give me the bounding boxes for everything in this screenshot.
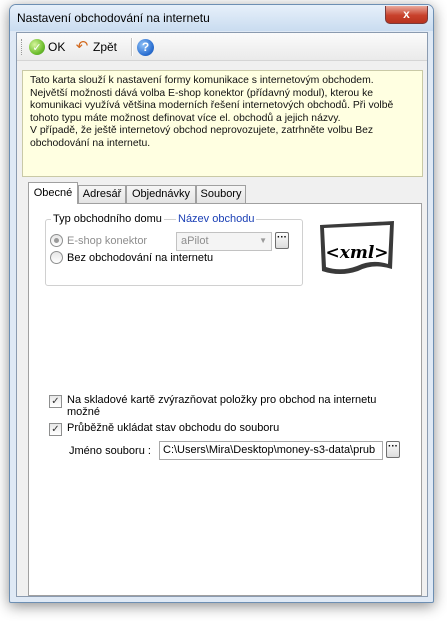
chevron-down-icon: ▼	[259, 236, 267, 245]
toolbar	[17, 33, 427, 61]
back-button-label: Zpět	[93, 40, 118, 54]
radio-none-indicator[interactable]	[50, 251, 63, 264]
info-line: komunikaci využívá většina moderních řešení internetových obchodů. Při volbě	[30, 100, 394, 112]
radio-none-label: Bez obchodování na internetu	[67, 251, 214, 264]
shop-name-browse-button[interactable]: ···	[275, 232, 289, 249]
info-line: V případě, že ještě internetový obchod neprovozujete, zatrhněte volbu Bez	[30, 125, 374, 137]
help-button[interactable]	[137, 37, 154, 57]
back-arrow-icon: ↶	[75, 38, 89, 55]
shop-name-value: aPilot	[181, 235, 209, 247]
info-line: Největší možnosti dává volba E-shop konektor (přídavný modul), kterou ke	[30, 87, 374, 99]
radio-eshop-label: E-shop konektor	[67, 234, 148, 247]
logo-text: <xml>	[325, 243, 389, 263]
file-name-label: Jméno souboru :	[69, 445, 151, 457]
file-browse-button[interactable]: ···	[386, 441, 400, 458]
tab-panel-general	[28, 203, 422, 596]
dialog-window	[9, 4, 434, 603]
check-highlight-items[interactable]	[49, 394, 379, 418]
info-line: Tato karta slouží k nastavení formy komunikace s internetovým obchodem.	[30, 75, 374, 86]
shop-name-select[interactable]	[176, 232, 272, 251]
tab-objednavky[interactable]: Objednávky	[126, 185, 196, 203]
ok-check-icon: ✓	[29, 39, 45, 55]
toolbar-separator	[131, 38, 132, 56]
checkbox-save-state[interactable]: ✓	[49, 423, 62, 436]
file-name-field[interactable]: C:\Users\Mira\Desktop\money-s3-data\prub	[159, 441, 383, 460]
window-title: Nastavení obchodování na internetu	[17, 11, 210, 25]
help-icon: ?	[137, 39, 154, 56]
info-panel	[22, 70, 423, 177]
ok-button-label: OK	[48, 40, 66, 54]
checkbox-highlight-items[interactable]: ✓	[49, 395, 62, 408]
radio-eshop-indicator[interactable]	[50, 234, 63, 247]
info-line: tohoto typu máte možnost definovat více el. obchodů a jejich názvy.	[30, 112, 341, 124]
radio-no-internet-trade[interactable]	[50, 251, 213, 264]
xml-logo-icon	[314, 219, 400, 277]
tab-obecne[interactable]: Obecné	[28, 182, 78, 204]
back-button[interactable]	[74, 37, 117, 57]
radio-eshop-connector[interactable]	[50, 234, 147, 247]
close-button[interactable]: x	[385, 6, 428, 24]
tab-adresar[interactable]: Adresář	[78, 185, 126, 203]
dialog-content	[16, 32, 428, 597]
shop-type-title: Typ obchodního domu	[53, 213, 162, 225]
info-line: obchodování na internetu.	[30, 137, 151, 149]
check-highlight-items-label: Na skladové kartě zvýrazňovat položky pro obchod na internetu možné	[67, 394, 377, 418]
check-save-state-label: Průběžně ukládat stav obchodu do souboru	[67, 422, 280, 434]
toolbar-grip[interactable]	[21, 39, 23, 55]
check-save-state[interactable]	[49, 422, 279, 436]
shop-type-group	[45, 213, 303, 286]
tab-soubory[interactable]: Soubory	[196, 185, 246, 203]
title-bar[interactable]	[10, 5, 433, 31]
ok-button[interactable]	[29, 37, 65, 57]
shop-name-title: Název obchodu	[178, 213, 255, 225]
